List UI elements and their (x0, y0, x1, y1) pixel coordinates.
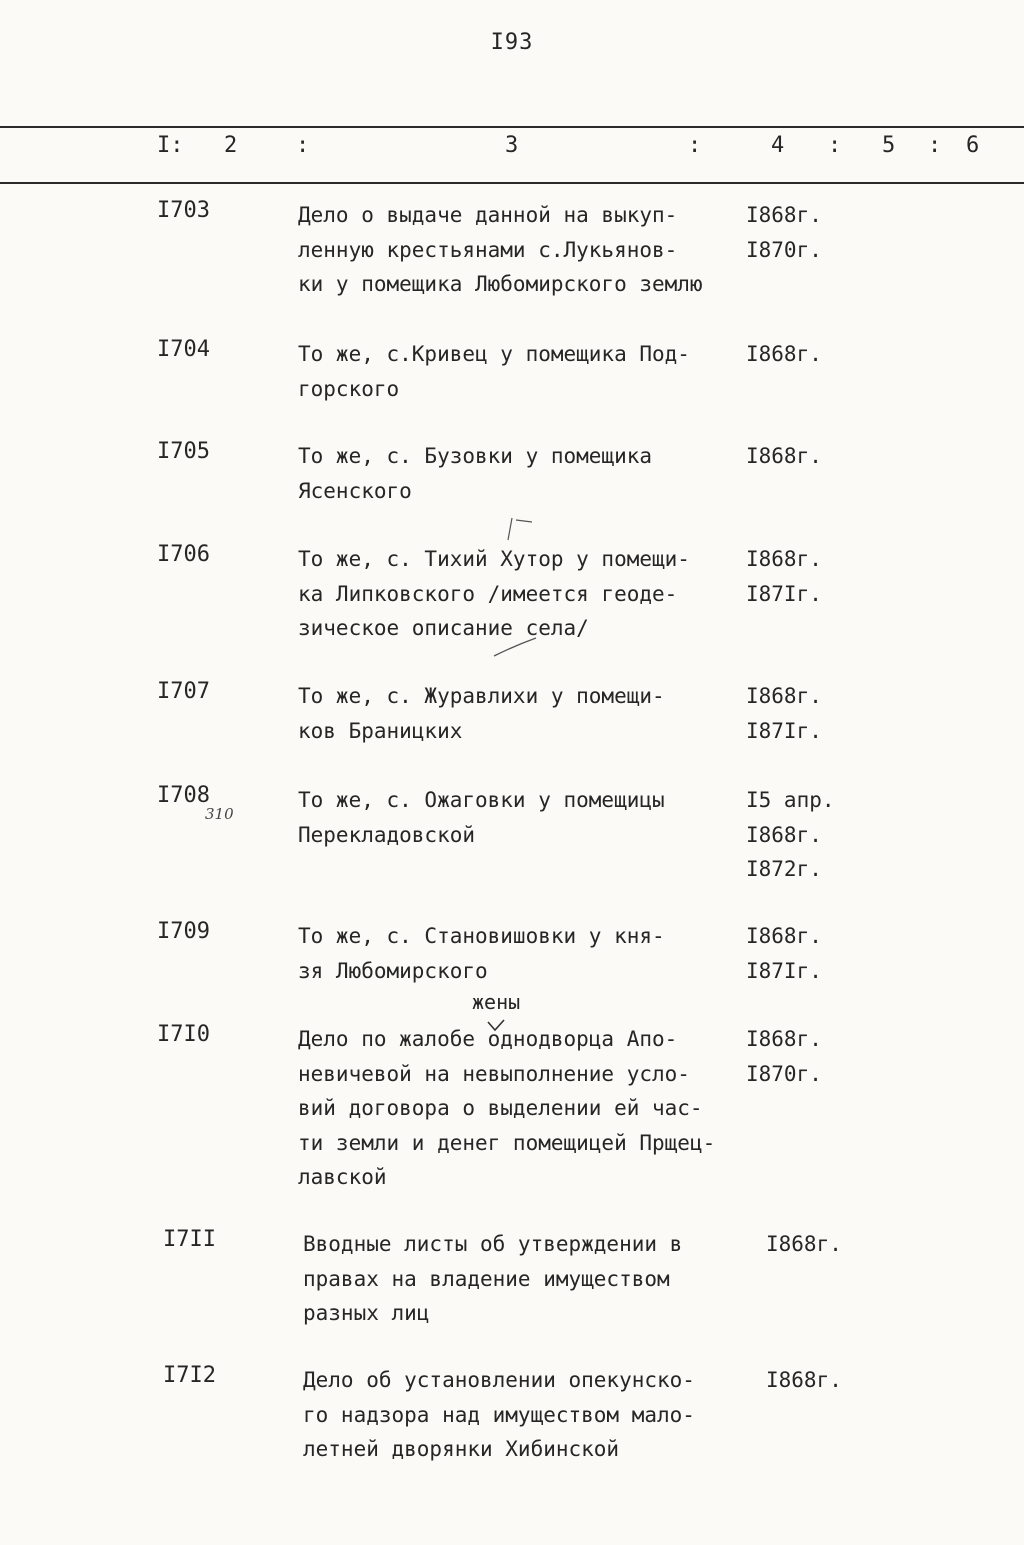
date-line: I87Iг. (746, 718, 822, 743)
entry-number: I708 (157, 783, 210, 808)
entry-description (303, 1227, 763, 1331)
entry-number: I7II (163, 1227, 216, 1252)
date-line: I868г. (746, 924, 822, 948)
column-separator: : (296, 133, 310, 158)
description-line: вий договора о выделении ей час- (298, 1096, 703, 1120)
entry-number: I706 (157, 542, 210, 567)
description-line: летней дворянки Хибинской (303, 1437, 620, 1461)
description-line: го надзора над имуществом мало- (303, 1402, 695, 1427)
entry-dates (766, 1363, 916, 1398)
handwritten-margin-note: 310 (205, 805, 234, 823)
description-line: правах на владение имуществом (303, 1266, 670, 1291)
description-line: То же, с. Становишовки у кня- (298, 924, 665, 948)
description-line: То же, с. Ожаговки у помещицы (298, 788, 665, 812)
column-separator: : (928, 133, 942, 158)
description-line: То же, с.Кривец у помещика Под- (298, 342, 690, 366)
entry-description (298, 1022, 758, 1195)
description-line: Дело по жалобе однодворца Апо- (298, 1027, 678, 1051)
inserted-word: жены (472, 990, 521, 1014)
description-line: ки у помещика Любомирского землю (298, 272, 703, 296)
description-line: разных лиц (303, 1301, 430, 1325)
entry-number: I705 (157, 439, 210, 464)
entry-number: I709 (157, 919, 210, 944)
description-line: То же, с. Журавлихи у помещи- (298, 684, 665, 708)
description-line: горского (298, 376, 400, 401)
entry-description (298, 439, 758, 508)
page-number: I93 (490, 30, 534, 55)
description-line: Перекладовской (298, 822, 476, 847)
column-header-1: I: (157, 133, 184, 158)
entry-dates (746, 1022, 896, 1091)
date-line: I87Iг. (746, 958, 822, 983)
description-line: Ясенского (298, 478, 412, 503)
date-line: I868г. (746, 444, 822, 468)
date-line: I872г. (746, 857, 822, 881)
column-separator: : (828, 133, 842, 158)
date-line: I868г. (746, 342, 822, 366)
description-line: ков Браницких (298, 718, 463, 743)
entry-number: I707 (157, 679, 210, 704)
entry-dates (746, 439, 896, 474)
entry-number: I7I0 (157, 1022, 210, 1047)
entry-dates (746, 679, 896, 748)
entry-description (298, 783, 758, 852)
date-line: I868г. (746, 1027, 822, 1051)
entry-dates (746, 919, 896, 988)
date-line: I5 апр. (746, 788, 835, 812)
entry-dates (746, 198, 896, 267)
date-line: I87Iг. (746, 581, 822, 606)
entry-number: I7I2 (163, 1363, 216, 1388)
description-line: лавской (298, 1165, 387, 1189)
entry-description (298, 198, 758, 302)
entry-number: I704 (157, 337, 210, 362)
pencil-mark-icon (492, 514, 552, 664)
description-line: Дело о выдаче данной на выкуп- (298, 203, 678, 227)
column-separator: : (688, 133, 702, 158)
description-line: ка Липковского /имеется геоде- (298, 581, 678, 606)
entry-dates (746, 783, 896, 887)
description-line: невичевой на невыполнение усло- (298, 1061, 690, 1086)
date-line: I868г. (766, 1368, 842, 1392)
entry-description (303, 1363, 763, 1467)
date-line: I868г. (746, 822, 822, 847)
entry-number: I703 (157, 198, 210, 223)
column-header-5: 5 (882, 133, 896, 158)
description-line: зя Любомирского (298, 958, 488, 983)
date-line: I870г. (746, 237, 822, 262)
date-line: I870г. (746, 1061, 822, 1086)
date-line: I868г. (766, 1232, 842, 1256)
column-header-6: 6 (966, 133, 980, 158)
description-line: То же, с. Тихий Хутор у помещи- (298, 547, 690, 571)
date-line: I868г. (746, 203, 822, 227)
entry-dates (746, 542, 896, 611)
description-line: То же, с. Бузовки у помещика (298, 444, 653, 468)
header-top-rule (0, 126, 1024, 128)
description-line: Дело об установлении опекунско- (303, 1368, 695, 1392)
entry-description (298, 337, 758, 406)
date-line: I868г. (746, 684, 822, 708)
description-line: Вводные листы об утверждении в (303, 1232, 683, 1256)
column-header-2: 2 (224, 133, 238, 158)
date-line: I868г. (746, 547, 822, 571)
header-bottom-rule (0, 182, 1024, 184)
entry-dates (746, 337, 896, 372)
entry-description (298, 919, 758, 988)
description-line: зическое описание села/ (298, 616, 589, 640)
entry-dates (766, 1227, 916, 1262)
description-line: ти земли и денег помещицей Прщец- (298, 1130, 716, 1155)
column-header-3: 3 (505, 133, 519, 158)
column-header-4: 4 (771, 133, 785, 158)
entry-description (298, 679, 758, 748)
description-line: ленную крестьянами с.Лукьянов- (298, 237, 678, 262)
